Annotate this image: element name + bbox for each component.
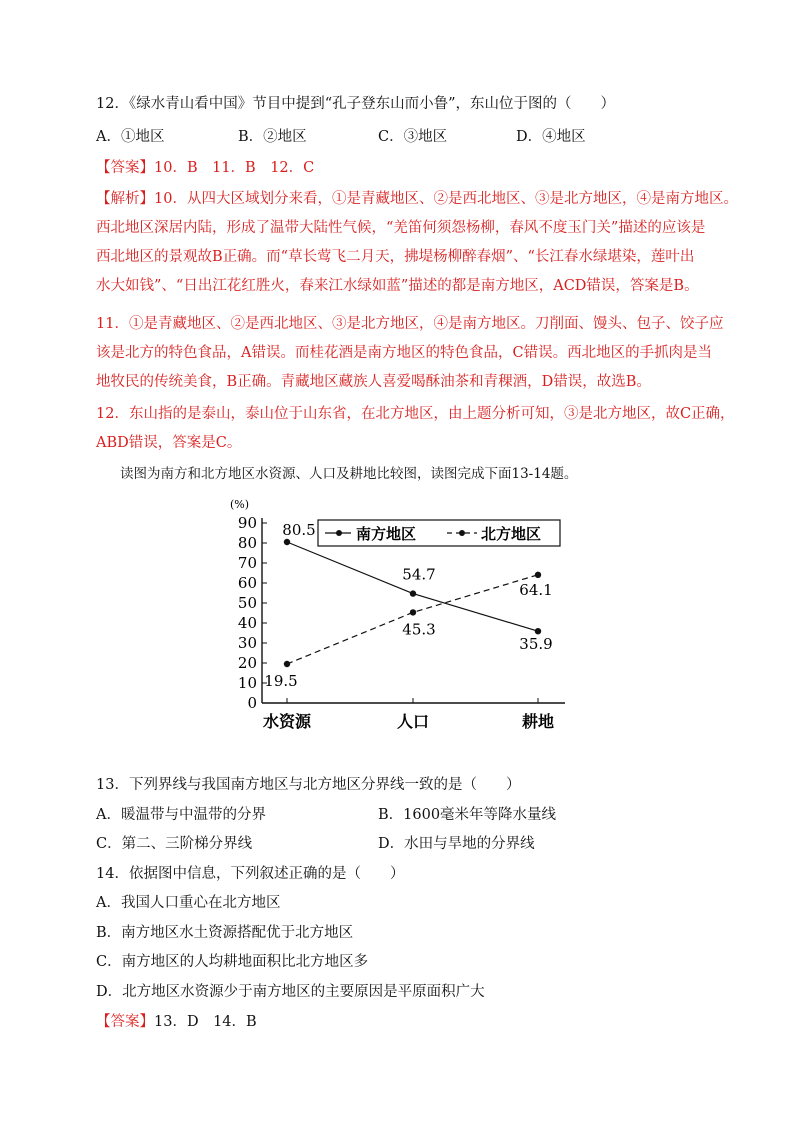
- analysis-tag: 【解析】: [96, 191, 154, 207]
- y-tick-label: 90: [237, 514, 257, 532]
- data-point: [410, 609, 416, 615]
- q14-option-c: C．南方地区的人均耕地面积比北方地区多: [96, 954, 369, 970]
- x-tick-label: 耕地: [521, 712, 555, 731]
- x-tick-label: 人口: [396, 712, 430, 731]
- data-label: 64.1: [519, 580, 553, 599]
- q13-option-d: D．水田与旱地的分界线: [378, 836, 535, 852]
- q12-option-a: A．①地区: [96, 129, 165, 145]
- q13-option-b: B．1600毫米年等降水量线: [378, 807, 557, 823]
- q12-stem: 12．《绿水青山看中国》节目中提到“孔子登东山而小鲁”，东山位于图的（ ）: [96, 96, 616, 112]
- answer-text: 13．D 14．B: [154, 1014, 257, 1030]
- y-tick-label: 0: [247, 694, 257, 712]
- y-tick-label: 40: [237, 614, 257, 632]
- answer-line-1: [96, 158, 314, 178]
- y-tick-label: 60: [237, 574, 257, 592]
- y-tick-label: 70: [237, 554, 257, 572]
- analysis-line: 西北地区的景观故B正确。而“草长莺飞二月天，拂堤杨柳醉春烟”、“长江春水绿堪染，莲叶出: [96, 249, 695, 265]
- answer-text: 10．B 11．B 12．C: [154, 160, 315, 176]
- y-tick-label: 50: [237, 594, 257, 612]
- q12-option-d: D．④地区: [516, 129, 586, 145]
- y-axis-unit: (%): [230, 498, 250, 511]
- analysis-line: 11．①是青藏地区、②是西北地区、③是北方地区，④是南方地区。刀削面、馒头、包子、饺子应: [96, 316, 724, 332]
- data-label: 80.5: [282, 521, 316, 539]
- data-point: [535, 572, 541, 578]
- q13-stem: 13．下列界线与我国南方地区与北方地区分界线一致的是（ ）: [96, 777, 521, 793]
- data-point: [535, 628, 541, 634]
- q14-option-d: D．北方地区水资源少于南方地区的主要原因是平原面积广大: [96, 984, 485, 1000]
- answer-tag: 【答案】: [96, 1014, 154, 1030]
- data-point: [284, 661, 290, 667]
- q13-option-a: A．暖温带与中温带的分界: [96, 807, 266, 823]
- answer-tag: 【答案】: [96, 160, 154, 176]
- line-chart: [225, 492, 585, 736]
- series-group: [284, 539, 541, 667]
- series-line-1: [287, 542, 538, 631]
- x-tick-label: 水资源: [262, 712, 312, 731]
- data-label: 19.5: [264, 672, 298, 690]
- analysis-line: 12．东山指的是泰山，泰山位于山东省，在北方地区，由上题分析可知，③是北方地区，故C正确，: [96, 406, 735, 422]
- y-tick-label: 30: [237, 634, 257, 652]
- y-tick-label: 10: [237, 674, 257, 692]
- q12-option-b: B．②地区: [238, 129, 307, 145]
- q12-option-c: C．③地区: [378, 129, 448, 145]
- analysis-line: 西北地区深居内陆，形成了温带大陆性气候，“羌笛何须怨杨柳，春风不度玉门关”描述的应该是: [96, 220, 706, 236]
- q14-option-b: B．南方地区水土资源搭配优于北方地区: [96, 925, 354, 941]
- answer-line-2: [96, 1012, 257, 1032]
- q14-option-a: A．我国人口重心在北方地区: [96, 895, 281, 911]
- data-label: 54.7: [402, 565, 436, 584]
- data-point: [284, 539, 290, 545]
- chart-intro: 读图为南方和北方地区水资源、人口及耕地比较图，读图完成下面13-14题。: [120, 466, 578, 482]
- legend: [318, 520, 560, 546]
- analysis-line: 水大如钱”、“日出江花红胜火，春来江水绿如蓝”描述的都是南方地区，ACD错误，答案是B。: [96, 278, 699, 294]
- legend-marker-south: [336, 530, 342, 536]
- analysis-text: 10．从四大区域划分来看，①是青藏地区、②是西北地区、③是北方地区，④是南方地区。: [154, 191, 738, 207]
- q13-option-c: C．第二、三阶梯分界线: [96, 836, 253, 852]
- legend-marker-north: [459, 530, 465, 536]
- analysis-line: [96, 189, 738, 209]
- analysis-line: 该是北方的特色食品，A错误。而桂花酒是南方地区的特色食品，C错误。西北地区的手抓肉是当: [96, 345, 713, 361]
- data-label: 35.9: [519, 635, 553, 654]
- y-tick-label: 20: [237, 654, 257, 672]
- data-point: [410, 590, 416, 596]
- y-tick-label: 80: [237, 534, 257, 552]
- analysis-line: 地牧民的传统美食，B正确。青藏地区藏族人喜爱喝酥油茶和青稞酒，D错误，故选B。: [96, 374, 651, 390]
- analysis-line: ABD错误，答案是C。: [96, 435, 242, 451]
- q14-stem: 14．依据图中信息，下列叙述正确的是（ ）: [96, 866, 405, 882]
- data-label: 45.3: [402, 620, 436, 639]
- legend-label-south: 南方地区: [356, 525, 417, 543]
- legend-label-north: 北方地区: [481, 525, 542, 543]
